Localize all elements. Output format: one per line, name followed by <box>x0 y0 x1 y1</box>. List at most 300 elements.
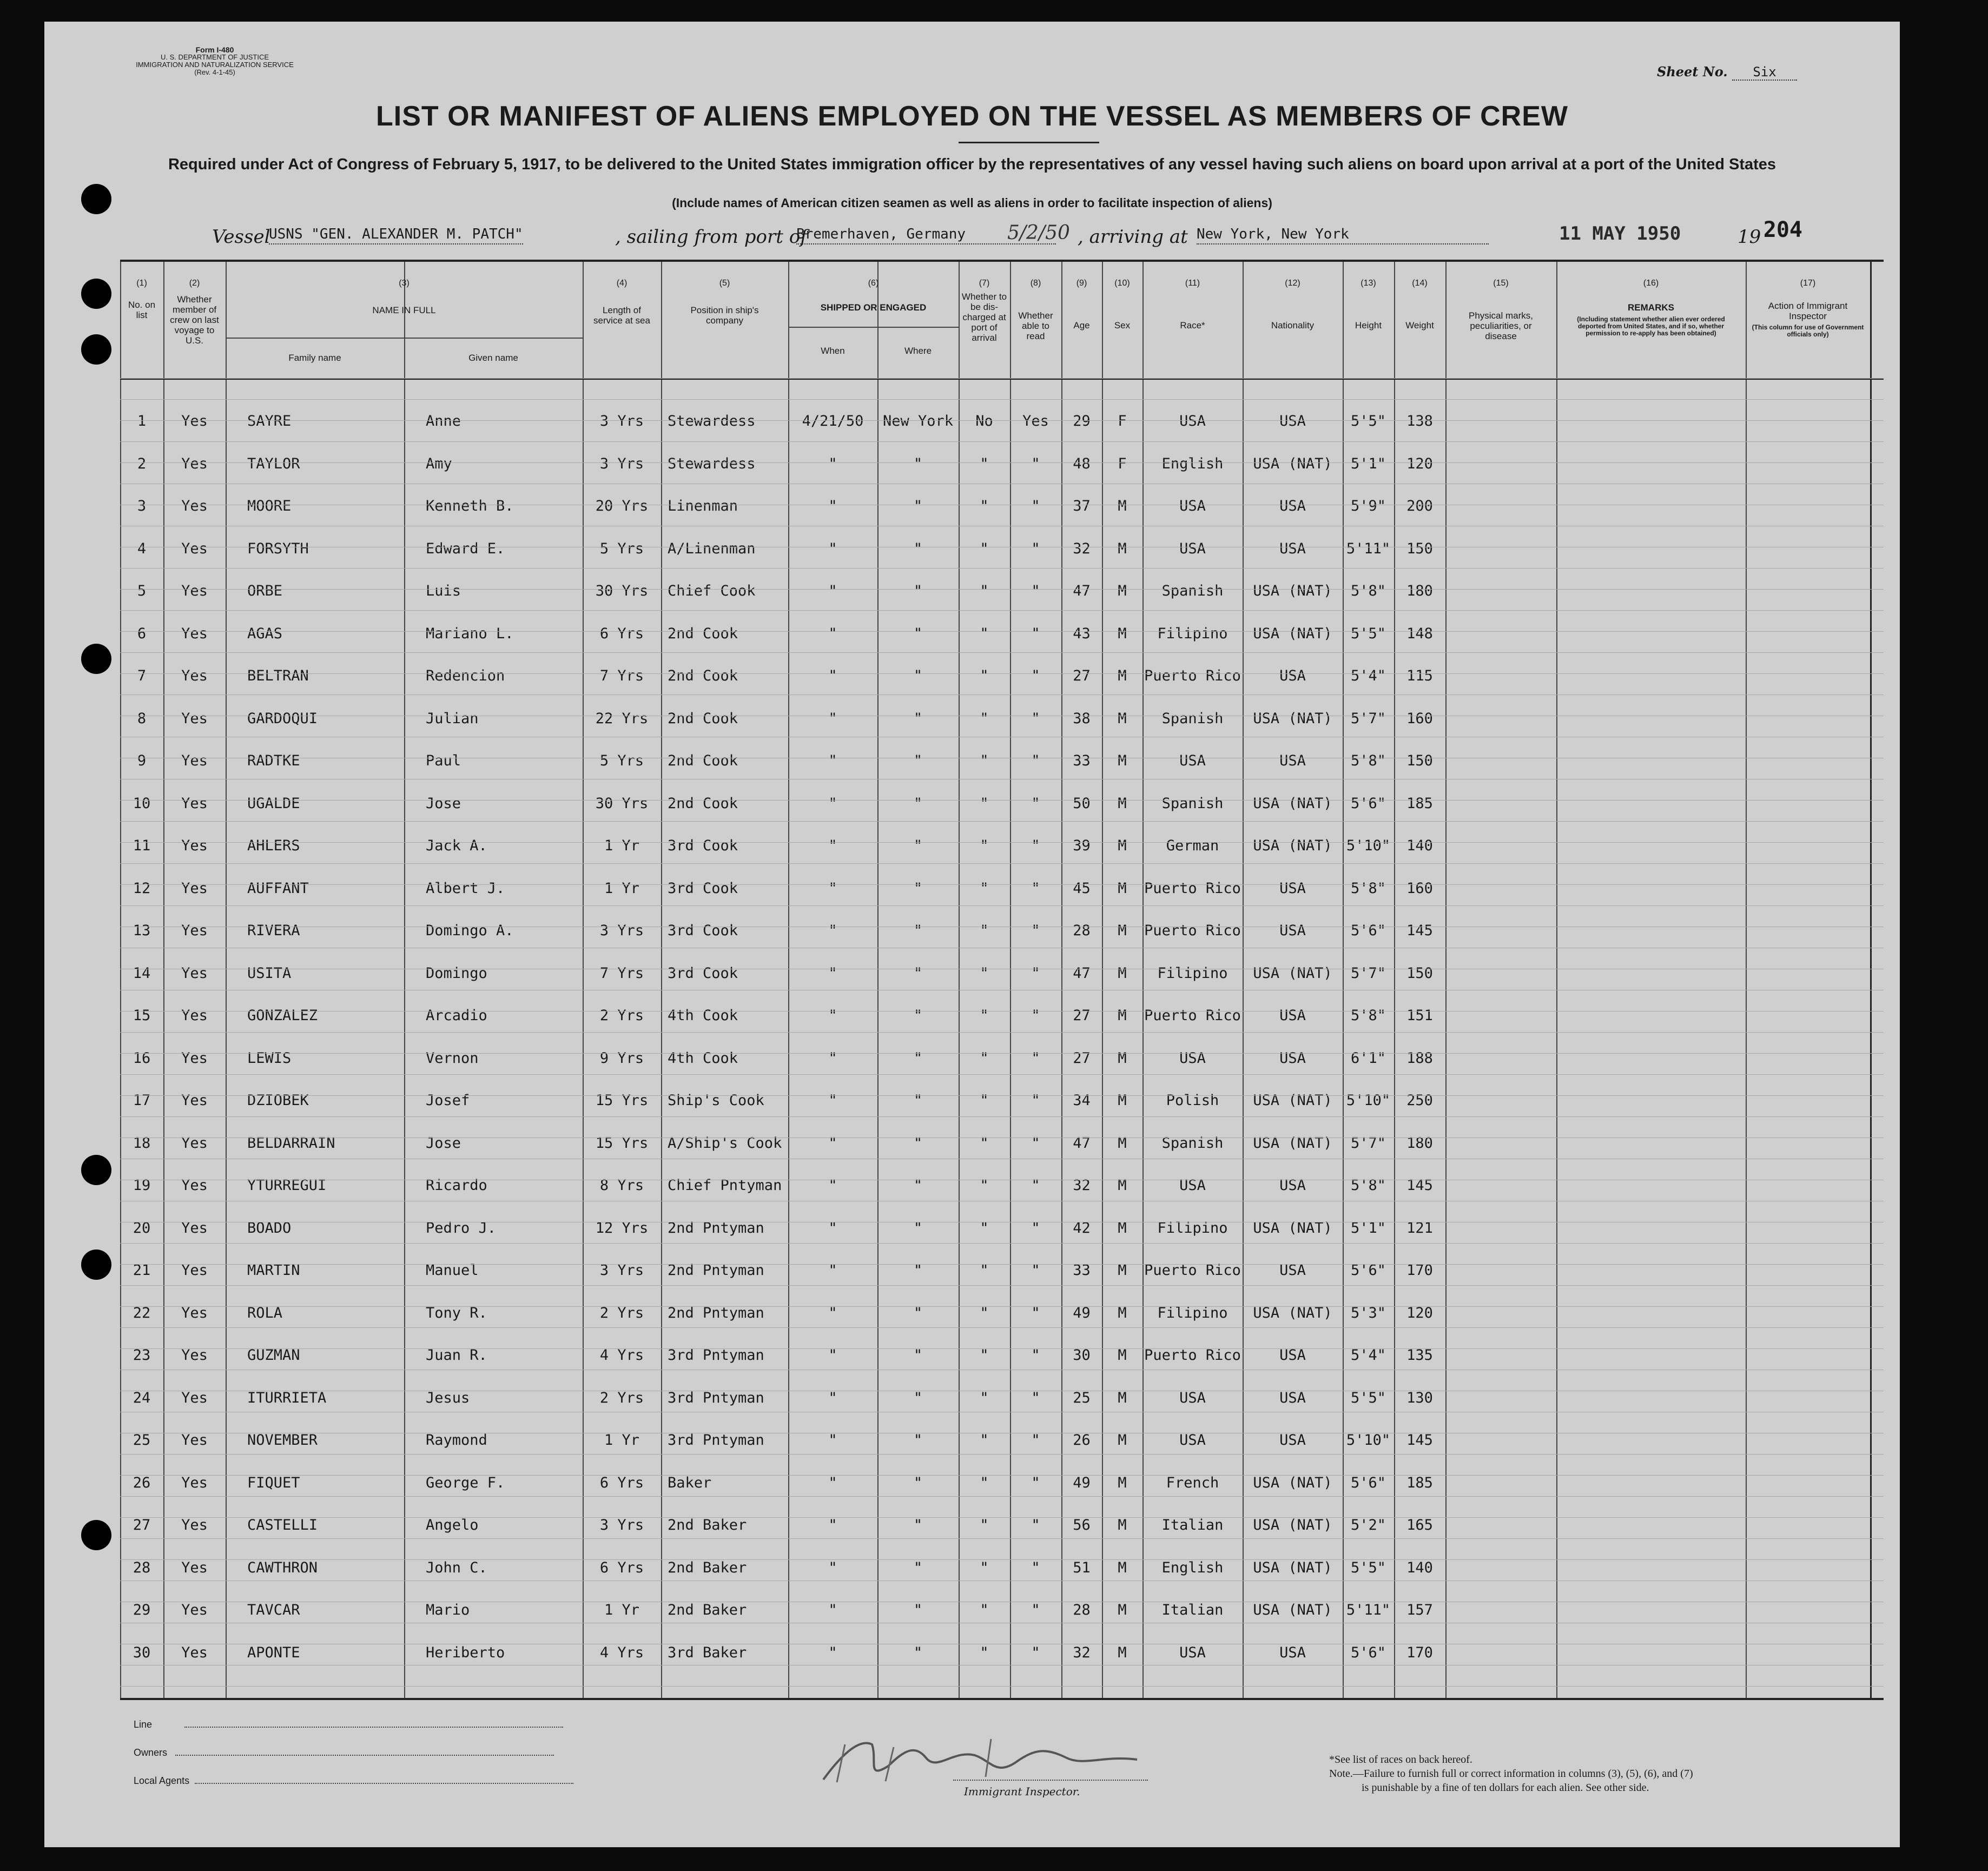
cell-height: 5'9" <box>1350 498 1386 514</box>
cell-service: 8 Yrs <box>599 1177 644 1194</box>
binder-hole <box>81 1249 111 1280</box>
cell-race: Spanish <box>1161 583 1224 599</box>
cell-read: " <box>1031 1644 1040 1661</box>
cell-age: 33 <box>1073 752 1091 769</box>
line-field: Line <box>134 1719 563 1730</box>
cell-nat: USA <box>1279 498 1306 514</box>
col-13-header: (13) Height <box>1355 279 1382 330</box>
cell-given: Domingo <box>426 964 487 982</box>
cell-prev: Yes <box>181 1644 208 1661</box>
cell-service: 30 Yrs <box>595 583 649 599</box>
cell-prev: Yes <box>181 1262 208 1279</box>
cell-when: " <box>828 837 837 854</box>
cell-read: " <box>1031 1007 1040 1024</box>
table-row <box>120 824 1884 867</box>
cell-age: 47 <box>1073 1134 1091 1152</box>
binder-hole <box>81 644 111 674</box>
cell-sex: M <box>1118 540 1127 557</box>
cell-height: 5'7" <box>1350 1134 1386 1152</box>
cell-given: Edward E. <box>426 540 505 557</box>
cell-sex: M <box>1118 667 1127 684</box>
cell-weight: 135 <box>1406 1347 1433 1364</box>
cell-race: Filipino <box>1157 625 1228 642</box>
cell-height: 5'8" <box>1350 1177 1386 1194</box>
cell-family: CASTELLI <box>247 1517 318 1533</box>
cell-nat: USA <box>1279 1389 1306 1406</box>
cell-no: 21 <box>133 1262 151 1279</box>
cell-age: 25 <box>1073 1389 1091 1406</box>
binder-hole <box>81 279 111 309</box>
cell-no: 4 <box>137 540 147 557</box>
cell-when: " <box>828 922 837 939</box>
cell-read: " <box>1031 710 1040 727</box>
cell-prev: Yes <box>181 710 208 727</box>
cell-weight: 140 <box>1406 1559 1433 1576</box>
cell-service: 4 Yrs <box>599 1347 644 1364</box>
table-row <box>120 485 1884 527</box>
table-row <box>120 697 1884 739</box>
cell-position: 2nd Baker <box>668 1602 747 1618</box>
table-row <box>120 909 1884 951</box>
cell-given: Luis <box>426 583 461 599</box>
cell-race: USA <box>1179 413 1206 429</box>
cell-sex: M <box>1118 1644 1127 1661</box>
cell-family: USITA <box>247 964 292 982</box>
cell-prev: Yes <box>181 837 208 854</box>
table-row <box>120 1079 1884 1121</box>
table-row <box>120 654 1884 697</box>
cell-race: Italian <box>1161 1517 1224 1533</box>
cell-nat: USA (NAT) <box>1253 455 1332 472</box>
cell-service: 3 Yrs <box>599 413 644 429</box>
cell-family: AGAS <box>247 625 283 642</box>
cell-age: 48 <box>1073 455 1091 472</box>
cell-family: BELTRAN <box>247 667 309 684</box>
cell-when: " <box>828 667 837 684</box>
cell-no: 15 <box>133 1007 151 1024</box>
cell-where: " <box>913 837 923 854</box>
vessel-line <box>212 222 1802 253</box>
cell-sex: M <box>1118 498 1127 514</box>
cell-no: 28 <box>133 1559 151 1576</box>
cell-nat: USA <box>1279 1177 1306 1194</box>
cell-disch: " <box>980 752 989 769</box>
col-4-header: (4) Length of service at sea <box>593 279 650 326</box>
cell-read: " <box>1031 1262 1040 1279</box>
cell-age: 42 <box>1073 1219 1091 1237</box>
cell-service: 3 Yrs <box>599 1517 644 1533</box>
cell-service: 2 Yrs <box>599 1389 644 1406</box>
cell-weight: 170 <box>1406 1644 1433 1661</box>
cell-weight: 140 <box>1406 837 1433 854</box>
cell-disch: " <box>980 1347 989 1364</box>
cell-position: Stewardess <box>668 413 756 429</box>
cell-race: Puerto Rico <box>1144 667 1241 684</box>
cell-sex: F <box>1118 455 1127 472</box>
cell-family: YTURREGUI <box>247 1177 327 1194</box>
cell-service: 2 Yrs <box>599 1007 644 1024</box>
arrival-port: New York, New York <box>1197 226 1489 244</box>
cell-height: 5'8" <box>1350 1007 1386 1024</box>
cell-prev: Yes <box>181 1304 208 1321</box>
cell-when: " <box>828 583 837 599</box>
cell-nat: USA (NAT) <box>1253 837 1332 854</box>
crew-table <box>120 260 1884 1700</box>
cell-no: 9 <box>137 752 147 769</box>
cell-given: Juan R. <box>426 1347 487 1364</box>
cell-height: 5'10" <box>1346 1092 1391 1109</box>
cell-prev: Yes <box>181 1177 208 1194</box>
cell-race: Filipino <box>1157 1219 1228 1237</box>
cell-weight: 180 <box>1406 583 1433 599</box>
cell-prev: Yes <box>181 922 208 939</box>
cell-height: 5'3" <box>1350 1304 1386 1321</box>
cell-no: 14 <box>133 964 151 982</box>
cell-when: " <box>828 964 837 982</box>
cell-sex: M <box>1118 964 1127 982</box>
cell-family: TAYLOR <box>247 455 300 472</box>
cell-race: Puerto Rico <box>1144 1347 1241 1364</box>
cell-position: Linenman <box>668 498 738 514</box>
cell-height: 5'8" <box>1350 880 1386 897</box>
cell-race: USA <box>1179 498 1206 514</box>
col-12-header: (12) Nationality <box>1271 279 1315 330</box>
cell-read: " <box>1031 1432 1040 1449</box>
cell-weight: 120 <box>1406 1304 1433 1321</box>
cell-sex: M <box>1118 1389 1127 1406</box>
cell-where: " <box>913 1644 923 1661</box>
cell-read: " <box>1031 1049 1040 1067</box>
cell-height: 5'1" <box>1350 455 1386 472</box>
cell-age: 38 <box>1073 710 1091 727</box>
cell-sex: M <box>1118 1432 1127 1449</box>
cell-height: 5'6" <box>1350 922 1386 939</box>
cell-sex: M <box>1118 1347 1127 1364</box>
cell-age: 56 <box>1073 1517 1091 1533</box>
form-service: IMMIGRATION AND NATURALIZATION SERVICE <box>136 61 294 69</box>
cell-where: " <box>913 922 923 939</box>
cell-nat: USA <box>1279 1644 1306 1661</box>
col-10-header: (10) Sex <box>1114 279 1131 330</box>
cell-when: " <box>828 795 837 812</box>
cell-position: A/Ship's Cook <box>668 1134 782 1152</box>
cell-where: " <box>913 1432 923 1449</box>
cell-no: 19 <box>133 1177 151 1194</box>
cell-position: 3rd Baker <box>668 1644 747 1661</box>
cell-where: " <box>913 1219 923 1237</box>
cell-read: " <box>1031 625 1040 642</box>
cell-no: 8 <box>137 710 147 727</box>
cell-read: " <box>1031 922 1040 939</box>
cell-age: 28 <box>1073 922 1091 939</box>
cell-disch: " <box>980 455 989 472</box>
cell-no: 5 <box>137 583 147 599</box>
form-identifier <box>126 46 304 76</box>
cell-nat: USA (NAT) <box>1253 1219 1332 1237</box>
cell-service: 1 Yr <box>604 837 640 854</box>
cell-nat: USA (NAT) <box>1253 1134 1332 1152</box>
cell-sex: M <box>1118 1474 1127 1491</box>
cell-position: Chief Pntyman <box>668 1177 782 1194</box>
cell-service: 1 Yr <box>604 880 640 897</box>
cell-service: 6 Yrs <box>599 1559 644 1576</box>
table-row <box>120 1589 1884 1631</box>
cell-prev: Yes <box>181 1219 208 1237</box>
cell-prev: Yes <box>181 625 208 642</box>
cell-prev: Yes <box>181 1049 208 1067</box>
cell-position: 3rd Cook <box>668 880 738 897</box>
cell-given: Josef <box>426 1092 470 1109</box>
cell-sex: M <box>1118 1517 1127 1533</box>
cell-age: 28 <box>1073 1602 1091 1618</box>
cell-position: A/Linenman <box>668 540 756 557</box>
cell-no: 6 <box>137 625 147 642</box>
table-row <box>120 570 1884 612</box>
cell-prev: Yes <box>181 1347 208 1364</box>
sheet-label: Sheet No. <box>1657 64 1728 80</box>
cell-when: " <box>828 1347 837 1364</box>
cell-prev: Yes <box>181 667 208 684</box>
col-3-header: (3) NAME IN FULL Family name Given name <box>226 262 583 378</box>
cell-when: " <box>828 540 837 557</box>
sheet-number <box>1657 64 1797 81</box>
cell-nat: USA <box>1279 922 1306 939</box>
cell-age: 34 <box>1073 1092 1091 1109</box>
cell-read: " <box>1031 752 1040 769</box>
vessel-label: Vessel <box>212 226 270 248</box>
cell-prev: Yes <box>181 964 208 982</box>
cell-race: Spanish <box>1161 710 1224 727</box>
cell-where: " <box>913 625 923 642</box>
cell-disch: " <box>980 1304 989 1321</box>
cell-weight: 165 <box>1406 1517 1433 1533</box>
cell-no: 23 <box>133 1347 151 1364</box>
cell-when: " <box>828 1134 837 1152</box>
cell-read: " <box>1031 1219 1040 1237</box>
cell-no: 20 <box>133 1219 151 1237</box>
cell-when: " <box>828 880 837 897</box>
cell-disch: " <box>980 1474 989 1491</box>
cell-where: " <box>913 1092 923 1109</box>
cell-given: Jack A. <box>426 837 487 854</box>
cell-given: John C. <box>426 1559 487 1576</box>
cell-nat: USA <box>1279 667 1306 684</box>
cell-family: AUFFANT <box>247 880 309 897</box>
cell-service: 3 Yrs <box>599 455 644 472</box>
arriving-label: , arriving at <box>1078 226 1188 248</box>
cell-when: " <box>828 498 837 514</box>
cell-when: " <box>828 752 837 769</box>
cell-where: " <box>913 880 923 897</box>
col-8-header: (8) Whether able to read <box>1018 279 1053 341</box>
cell-disch: " <box>980 1644 989 1661</box>
cell-no: 27 <box>133 1517 151 1533</box>
cell-where: " <box>913 752 923 769</box>
cell-race: Polish <box>1166 1092 1219 1109</box>
cell-no: 7 <box>137 667 147 684</box>
cell-where: " <box>913 1517 923 1533</box>
cell-age: 27 <box>1073 1049 1091 1067</box>
cell-sex: M <box>1118 1007 1127 1024</box>
cell-no: 29 <box>133 1602 151 1618</box>
cell-age: 45 <box>1073 880 1091 897</box>
cell-service: 6 Yrs <box>599 1474 644 1491</box>
cell-service: 9 Yrs <box>599 1049 644 1067</box>
cell-weight: 148 <box>1406 625 1433 642</box>
cell-no: 24 <box>133 1389 151 1406</box>
cell-position: 3rd Pntyman <box>668 1347 764 1364</box>
cell-service: 5 Yrs <box>599 752 644 769</box>
form-dept: U. S. DEPARTMENT OF JUSTICE <box>160 53 269 61</box>
cell-disch: " <box>980 1432 989 1449</box>
cell-service: 1 Yr <box>604 1602 640 1618</box>
cell-height: 5'5" <box>1350 413 1386 429</box>
cell-disch: " <box>980 1092 989 1109</box>
cell-disch: " <box>980 1219 989 1237</box>
cell-where: New York <box>882 413 954 429</box>
table-row <box>120 1462 1884 1504</box>
cell-where: " <box>913 1134 923 1152</box>
cell-weight: 151 <box>1406 1007 1433 1024</box>
cell-weight: 121 <box>1406 1219 1433 1237</box>
cell-no: 2 <box>137 455 147 472</box>
cell-weight: 160 <box>1406 880 1433 897</box>
departure-port: Bremerhaven, Germany <box>796 226 1056 244</box>
cell-race: Filipino <box>1157 1304 1228 1321</box>
local-agents-field: Local Agents <box>134 1775 573 1787</box>
cell-given: Mario <box>426 1602 470 1618</box>
cell-service: 6 Yrs <box>599 625 644 642</box>
cell-age: 27 <box>1073 1007 1091 1024</box>
cell-disch: " <box>980 880 989 897</box>
cell-race: USA <box>1179 1049 1206 1067</box>
cell-nat: USA (NAT) <box>1253 1092 1332 1109</box>
inspector-label: Immigrant Inspector. <box>964 1785 1080 1798</box>
cell-age: 47 <box>1073 583 1091 599</box>
cell-when: " <box>828 1007 837 1024</box>
cell-service: 1 Yr <box>604 1432 640 1449</box>
cell-where: " <box>913 964 923 982</box>
cell-family: BOADO <box>247 1219 292 1237</box>
cell-prev: Yes <box>181 752 208 769</box>
cell-when: " <box>828 1219 837 1237</box>
cell-nat: USA (NAT) <box>1253 1602 1332 1618</box>
cell-family: LEWIS <box>247 1049 292 1067</box>
cell-disch: " <box>980 1602 989 1618</box>
cell-sex: M <box>1118 1092 1127 1109</box>
cell-position: 2nd Cook <box>668 625 738 642</box>
arrival-date-stamp: 11 MAY 1950 <box>1559 223 1681 244</box>
cell-age: 29 <box>1073 413 1091 429</box>
cell-sex: M <box>1118 1559 1127 1576</box>
cell-race: German <box>1166 837 1219 854</box>
cell-weight: 145 <box>1406 922 1433 939</box>
table-row <box>120 1037 1884 1079</box>
cell-weight: 160 <box>1406 710 1433 727</box>
cell-read: " <box>1031 837 1040 854</box>
cell-sex: M <box>1118 922 1127 939</box>
cell-age: 32 <box>1073 540 1091 557</box>
cell-prev: Yes <box>181 583 208 599</box>
table-row <box>120 1207 1884 1249</box>
cell-age: 39 <box>1073 837 1091 854</box>
cell-family: ITURRIETA <box>247 1389 327 1406</box>
col-6-header: (6) SHIPPED OR ENGAGED When Where <box>788 262 959 378</box>
cell-race: USA <box>1179 1644 1206 1661</box>
cell-position: 2nd Cook <box>668 667 738 684</box>
col-15-header: (15) Physical marks, peculiarities, or disease <box>1468 279 1534 341</box>
cell-family: SAYRE <box>247 413 292 429</box>
cell-height: 5'6" <box>1350 1644 1386 1661</box>
cell-read: " <box>1031 1304 1040 1321</box>
cell-sex: M <box>1118 837 1127 854</box>
table-row <box>120 994 1884 1036</box>
cell-service: 15 Yrs <box>595 1092 649 1109</box>
cell-sex: M <box>1118 1049 1127 1067</box>
col-9-header: (9) Age <box>1073 279 1090 330</box>
col-11-header: (11) Race* <box>1180 279 1205 330</box>
cell-prev: Yes <box>181 413 208 429</box>
cell-given: Raymond <box>426 1432 487 1449</box>
cell-service: 20 Yrs <box>595 498 649 514</box>
cell-read: " <box>1031 880 1040 897</box>
cell-given: George F. <box>426 1474 505 1491</box>
cell-height: 5'5" <box>1350 1389 1386 1406</box>
cell-disch: " <box>980 1517 989 1533</box>
cell-family: RIVERA <box>247 922 300 939</box>
cell-when: " <box>828 1602 837 1618</box>
cell-race: French <box>1166 1474 1219 1491</box>
cell-family: FORSYTH <box>247 540 309 557</box>
col-5-header: (5) Position in ship's company <box>690 279 759 326</box>
binder-hole <box>81 1520 111 1550</box>
cell-family: ORBE <box>247 583 283 599</box>
cell-read: " <box>1031 964 1040 982</box>
cell-sex: M <box>1118 1219 1127 1237</box>
year-label: 19 <box>1738 226 1761 248</box>
cell-no: 3 <box>137 498 147 514</box>
cell-position: 3rd Pntyman <box>668 1389 764 1406</box>
binder-hole <box>81 184 111 214</box>
cell-position: 3rd Pntyman <box>668 1432 764 1449</box>
cell-when: " <box>828 1049 837 1067</box>
cell-nat: USA <box>1279 880 1306 897</box>
cell-prev: Yes <box>181 455 208 472</box>
cell-weight: 157 <box>1406 1602 1433 1618</box>
cell-no: 16 <box>133 1049 151 1067</box>
cell-prev: Yes <box>181 1134 208 1152</box>
cell-where: " <box>913 1304 923 1321</box>
cell-given: Jesus <box>426 1389 470 1406</box>
cell-weight: 138 <box>1406 413 1433 429</box>
cell-height: 5'8" <box>1350 752 1386 769</box>
cell-sex: M <box>1118 1177 1127 1194</box>
cell-sex: M <box>1118 1134 1127 1152</box>
cell-when: " <box>828 1262 837 1279</box>
cell-position: 2nd Cook <box>668 752 738 769</box>
cell-family: ROLA <box>247 1304 283 1321</box>
cell-given: Julian <box>426 710 479 727</box>
owners-field: Owners <box>134 1747 554 1758</box>
cell-disch: " <box>980 710 989 727</box>
cell-read: " <box>1031 540 1040 557</box>
cell-read: " <box>1031 1092 1040 1109</box>
cell-read: " <box>1031 583 1040 599</box>
cell-no: 25 <box>133 1432 151 1449</box>
cell-nat: USA (NAT) <box>1253 710 1332 727</box>
col-7-header: (7) Whether to be dis-charged at port of arrival <box>961 279 1007 343</box>
cell-given: Pedro J. <box>426 1219 497 1237</box>
